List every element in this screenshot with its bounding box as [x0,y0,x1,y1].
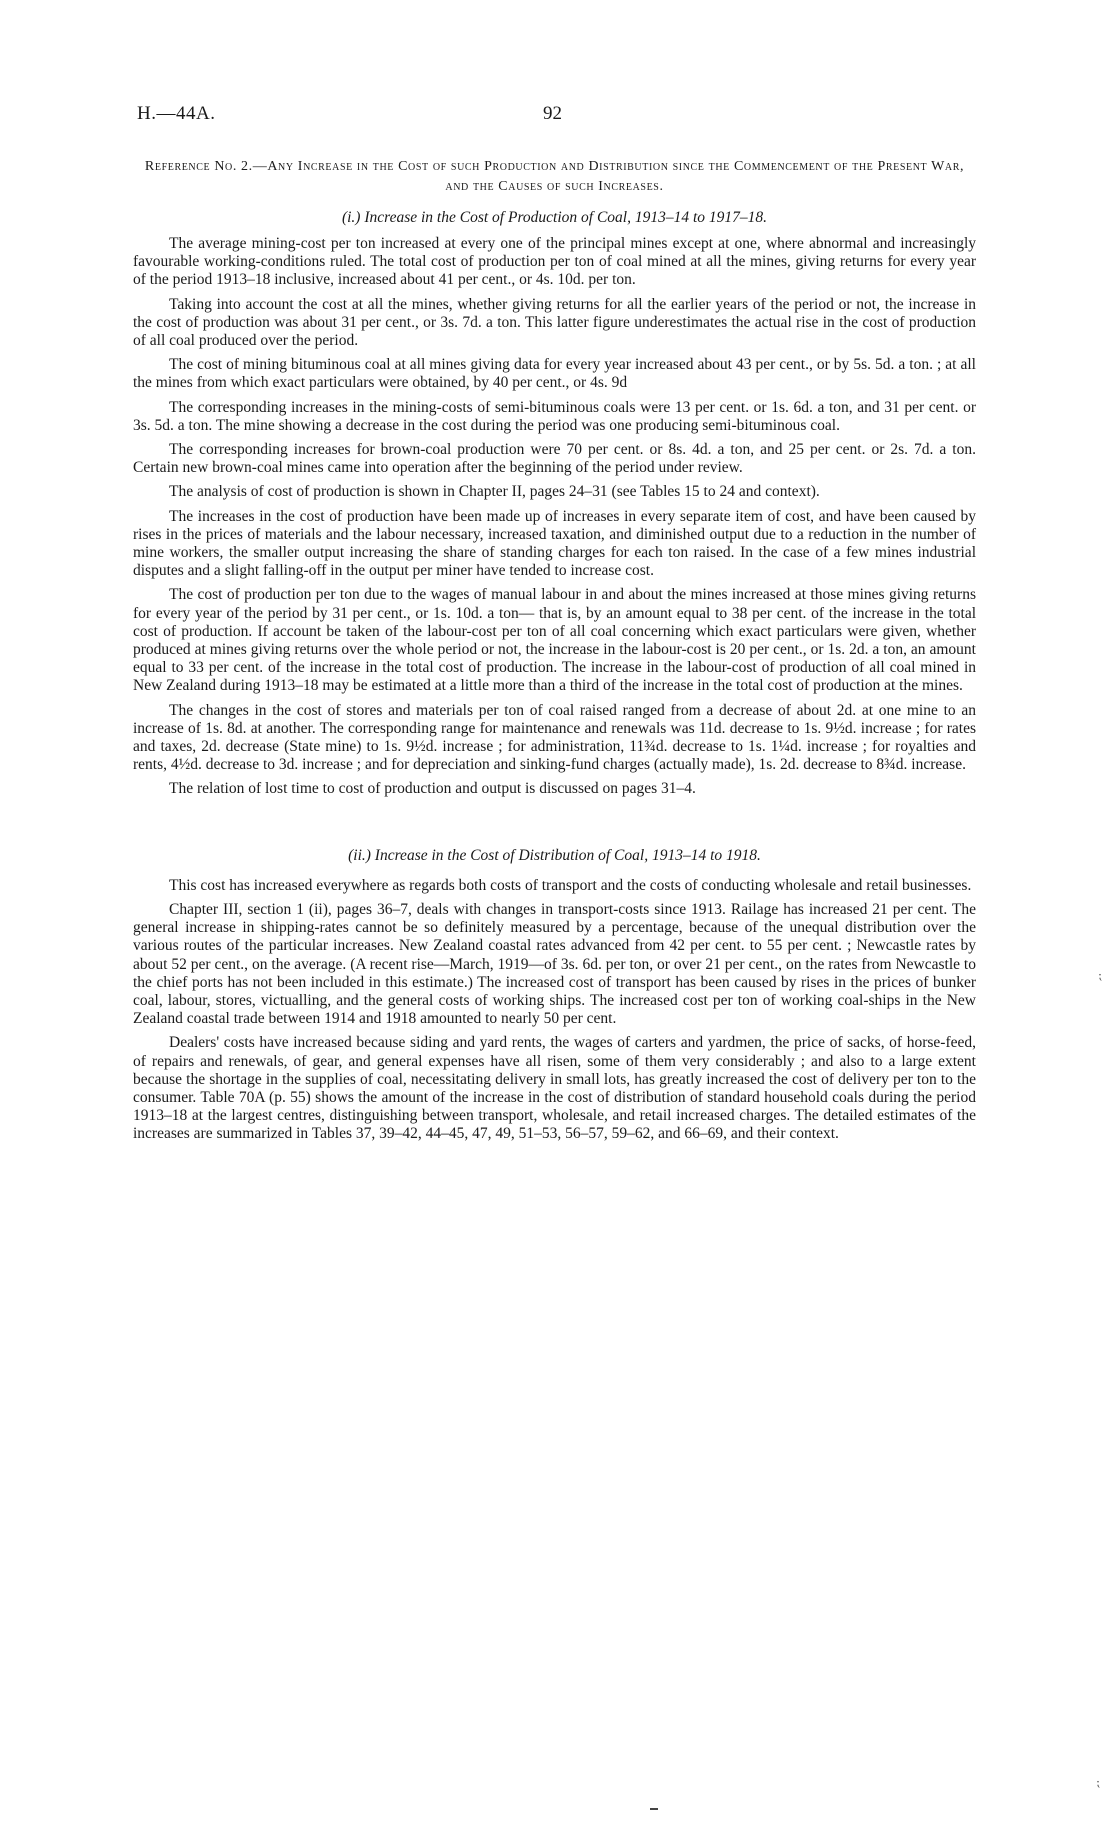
paragraph: The cost of mining bituminous coal at all mines giving data for every year increased about 43 per cent., or by 5s. 5d. a ton. ; at all the mines from which exact particulars were obtained, by 40 per cent., or 4s. 9d [133,356,976,392]
paragraph: The analysis of cost of production is shown in Chapter II, pages 24–31 (see Tables 15 to 24 and context). [169,483,820,501]
margin-scan-mark: ⁏ [1098,968,1103,982]
paragraph: Taking into account the cost at all the mines, whether giving returns for all the earlier years of the period or not, the increase in the cost of production was about 31 per cent., or 3s. 7d. a ton. This latter figure underestimates the actual rise in the cost of production of all coal produced over the period. [133,295,976,350]
paragraph: The corresponding increases in the mining-costs of semi-bituminous coals were 13 per cent. or 1s. 6d. a ton, and 31 per cent. or 3s. 5d. a ton. The mine showing a decrease in the cost during the period was one producing semi-bituminous coal. [133,398,976,434]
document-page [133,103,976,1150]
reference-title: Reference No. 2.—Any Increase in the Cost of such Production and Distribution since the Commencement of the Present War, and the Causes of such Increases. [144,159,965,194]
paragraph: Chapter III, section 1 (ii), pages 36–7, deals with changes in transport-costs since 1913. Railage has increased 21 per cent. The general increase in shipping-rates cannot be so definitely measured by a percentage, because of the unequal distribution over the various routes of the particular increases. New Zealand coastal rates advanced from 42 per cent. to 55 per cent. ; Newcastle rates by about 52 per cent., on the average. (A recent rise—March, 1919—of 3s. 6d. per ton, or over 21 per cent., on the rates from Newcastle to the chief ports has not been included in this estimate.) The increased cost of transport has been caused by rises in the prices of bunker coal, labour, stores, victualling, and the general costs of working ships. The increased cost per ton of working coal-ships in the New Zealand coastal trade between 1914 and 1918 amounted to nearly 50 per cent. [133,900,976,1028]
section-title-distribution: (ii.) Increase in the Cost of Distribution of Coal, 1913–14 to 1918. [348,846,761,864]
paragraph: The cost of production per ton due to the wages of manual labour in and about the mines increased at those mines giving returns for every year of the period by 31 per cent., or 1s. 10d. a ton— that is, by an amount equal to 38 per cent. of the increase in the total cost of production. If account be taken of the labour-cost per ton of all coal concerning which exact particulars were given, whether produced at mines giving returns over the whole period or not, the increase in the labour-cost is 20 per cent., or 1s. 2d. a ton, an amount equal to 33 per cent. of the increase in the total cost of production. The increase in the labour-cost of production of all coal mined in New Zealand during 1913–18 may be estimated at a little more than a third of the increase in the total cost of production at the mines. [133,586,976,695]
paragraph: The increases in the cost of production have been made up of increases in every separate item of cost, and have been caused by rises in the prices of materials and the labour necessary, increased taxation, and diminished output due to a reduction in the number of mine workers, the smaller output increasing the share of standing charges for each ton raised. In the case of a few mines industrial disputes and a slight falling-off in the output per miner have tended to increase cost. [133,507,976,580]
scan-artifact-dash [650,1808,658,1810]
paragraph: The relation of lost time to cost of production and output is discussed on pages 31–4. [169,780,696,798]
paragraph: Dealers' costs have increased because siding and yard rents, the wages of carters and yardmen, the price of sacks, of horse-feed, of repairs and renewals, of gear, and general expenses have all risen, some of them very considerably ; and also to a large extent because the shortage in the supplies of coal, necessitating delivery in small lots, has greatly increased the cost of delivery per ton to the consumer. Table 70A (p. 55) shows the amount of the increase in the cost of distribution of standard household coals during the period 1913–18 at the largest centres, distinguishing between transport, wholesale, and retail increased charges. The detailed estimates of the increases are summarized in Tables 37, 39–42, 44–45, 47, 49, 51–53, 56–57, 59–62, and 66–69, and their context. [133,1034,976,1143]
paragraph: The corresponding increases for brown-coal production were 70 per cent. or 8s. 4d. a ton, and 25 per cent. or 2s. 7d. a ton. Certain new brown-coal mines came into operation after the beginning of the period under review. [133,441,976,477]
page-header [133,103,976,133]
paragraph: The changes in the cost of stores and materials per ton of coal raised ranged from a decrease of about 2d. at one mine to an increase of 1s. 8d. at another. The corresponding range for maintenance and renewals was 11d. decrease to 1s. 9½d. increase ; for rates and taxes, 2d. decrease (State mine) to 1s. 9½d. increase ; for administration, 11¾d. decrease to 1s. 1¼d. increase ; for royalties and rents, 4½d. decrease to 3d. increase ; and for depreciation and sinking-fund charges (actually made), 1s. 2d. decrease to 8¾d. increase. [133,701,976,774]
document-reference: H.—44A. [137,103,216,124]
page-number: 92 [543,103,562,124]
paragraph: The average mining-cost per ton increased at every one of the principal mines except at one, where abnormal and increasingly favourable working-conditions ruled. The total cost of production per ton of coal mined at all the mines, giving returns for every year of the period 1913–18 inclusive, increased about 41 per cent., or 4s. 10d. per ton. [133,235,976,289]
section-distribution-body [133,877,976,1144]
section-production-body [133,235,976,799]
margin-scan-mark: ⁏ [1096,1775,1101,1789]
section-title-production: (i.) Increase in the Cost of Production of Coal, 1913–14 to 1917–18. [341,209,768,226]
paragraph: This cost has increased everywhere as regards both costs of transport and the costs of conducting wholesale and retail businesses. [169,876,972,894]
